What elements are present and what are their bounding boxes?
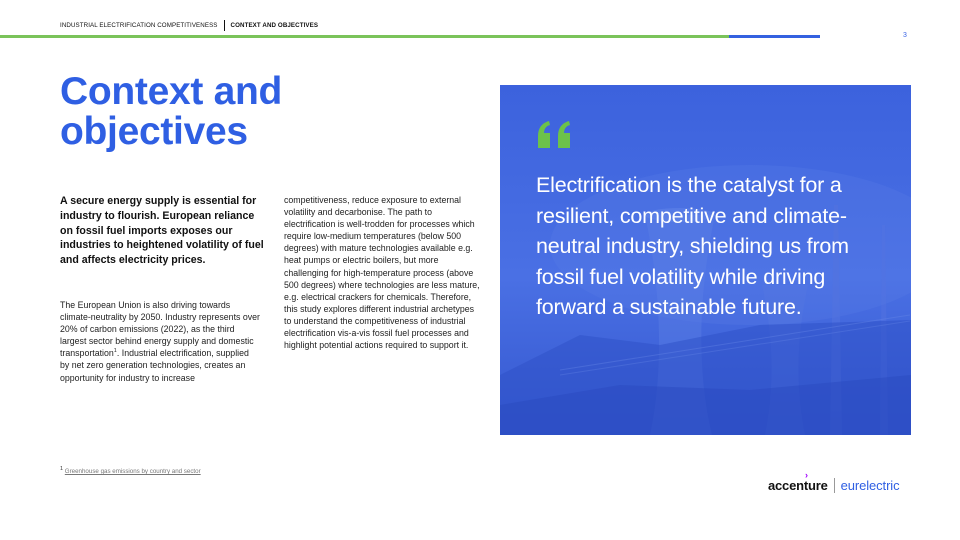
page-number: 3 [903, 32, 907, 39]
page-title: Context and objectives [60, 70, 283, 153]
body-paragraph-1-part-b: . Industrial electrification, supplied by net zero generation technologies, creates an opportunity for industry to increase [60, 348, 249, 383]
footnote [60, 465, 201, 475]
footnote-number: 1 [60, 465, 64, 472]
footnote-source-link[interactable]: Greenhouse gas emissions by country and sector [64, 468, 201, 475]
quote-text: Electrification is the catalyst for a resilient, competitive and climate-neutral industry, shielding us from fossil fuel volatility while driving forward a sustainable future. [536, 173, 849, 319]
quote-mark-icon [536, 120, 576, 150]
logo-lockup [768, 470, 900, 493]
eurelectric-logo: eurelectric [840, 478, 900, 493]
body-paragraph-2: competitiveness, reduce exposure to external volatility and decarbonise. The path to electrification is well-trodden for processes which require low-medium temperatures (below 500 degrees) with mature technologies available e.g. heat pumps or electric boilers, but more challenging for high-temperature process (above 500 degrees) where technologies are less mature, e.g. electrical crackers for chemicals. Therefore, this study explores different industrial archetypes to understand the competitiveness of industrial electrification vis-a-vis fossil fuel processes and highlight potential actions required to support it. [284, 195, 480, 351]
accenture-caret-icon: › [805, 470, 808, 480]
accenture-logo [768, 470, 828, 493]
breadcrumb-current: CONTEXT AND OBJECTIVES [230, 22, 319, 29]
breadcrumb-section: INDUSTRIAL ELECTRIFICATION COMPETITIVENESS [60, 22, 218, 29]
breadcrumb-divider [224, 20, 225, 31]
lead-paragraph: A secure energy supply is essential for industry to flourish. European reliance on fossil fuel imports exposes our industries to heightened volatility of fuel and affects electricity prices. [60, 195, 264, 267]
logo-divider [834, 478, 835, 493]
body-paragraph-1 [60, 299, 260, 384]
footnote-reference: 1 [113, 348, 117, 355]
header-rule-green [0, 35, 730, 38]
body-paragraph-1-part-a: The European Union is also driving towards climate-neutrality by 2050. Industry represents over 20% of carbon emissions (2022), as the third largest sector behind energy supply and domestic transportation [60, 300, 260, 359]
accenture-logo-text: accenture [768, 478, 828, 493]
breadcrumb [60, 20, 318, 31]
header-rule-blue [729, 35, 820, 38]
